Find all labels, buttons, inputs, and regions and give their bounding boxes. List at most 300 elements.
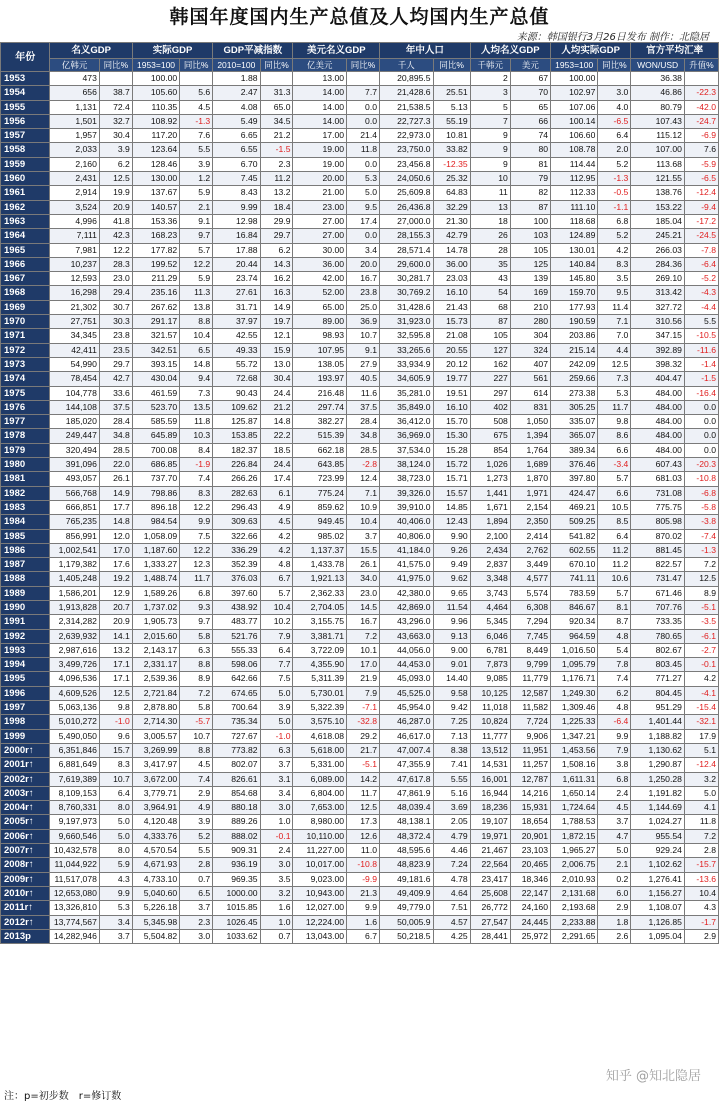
data-cell: 106.60 bbox=[551, 129, 598, 143]
data-cell: 87 bbox=[510, 200, 550, 214]
data-cell: 2 bbox=[470, 72, 510, 86]
data-cell: 35,849.0 bbox=[380, 400, 434, 414]
data-cell: 4.4 bbox=[598, 343, 631, 357]
data-cell: 1.6 bbox=[260, 901, 293, 915]
table-row bbox=[1, 300, 719, 314]
data-cell: 5,010,272 bbox=[50, 715, 99, 729]
data-cell: 13.00 bbox=[293, 72, 347, 86]
table-row bbox=[1, 829, 719, 843]
data-cell: 13.2 bbox=[99, 643, 132, 657]
data-cell: 46.86 bbox=[631, 86, 685, 100]
data-cell: 42.7 bbox=[99, 372, 132, 386]
data-cell: 1,921.13 bbox=[293, 572, 347, 586]
data-cell: 5.5 bbox=[180, 143, 213, 157]
data-cell: 3.5 bbox=[260, 872, 293, 886]
data-cell: -1.7 bbox=[684, 915, 718, 929]
data-cell: 18 bbox=[470, 214, 510, 228]
data-cell: 19,107 bbox=[470, 815, 510, 829]
data-cell: 473 bbox=[50, 72, 99, 86]
table-row bbox=[1, 357, 719, 371]
data-cell: 2,914 bbox=[50, 186, 99, 200]
data-cell: 3.9 bbox=[180, 815, 213, 829]
data-cell: 8.9 bbox=[684, 586, 718, 600]
data-cell: 5,322.39 bbox=[293, 701, 347, 715]
data-cell: 17.7 bbox=[99, 500, 132, 514]
data-cell: 376.46 bbox=[551, 458, 598, 472]
data-cell: 1,508.16 bbox=[551, 758, 598, 772]
data-cell: 3.4 bbox=[99, 915, 132, 929]
data-cell: 44,453.0 bbox=[380, 658, 434, 672]
data-cell: 11.7 bbox=[347, 786, 380, 800]
data-cell: 35,281.0 bbox=[380, 386, 434, 400]
data-cell: 14.78 bbox=[433, 243, 470, 257]
table-row bbox=[1, 729, 719, 743]
data-cell: 4,671.93 bbox=[132, 858, 179, 872]
data-cell: 7.4 bbox=[180, 472, 213, 486]
data-cell: 34,345 bbox=[50, 329, 99, 343]
data-cell: 9.65 bbox=[433, 586, 470, 600]
year-cell: 2013p bbox=[1, 929, 50, 943]
data-cell: 22.2 bbox=[260, 429, 293, 443]
data-cell: 9,660,546 bbox=[50, 829, 99, 843]
data-cell: 6.8 bbox=[598, 214, 631, 228]
data-cell: 6.7 bbox=[260, 572, 293, 586]
data-cell: 49,779.0 bbox=[380, 901, 434, 915]
data-cell: 5.3 bbox=[598, 386, 631, 400]
data-cell: 2,639,932 bbox=[50, 629, 99, 643]
table-row bbox=[1, 86, 719, 100]
table-row bbox=[1, 429, 719, 443]
data-cell: -9.9 bbox=[347, 872, 380, 886]
data-cell: 2,987,616 bbox=[50, 643, 99, 657]
data-cell: 29.4 bbox=[99, 286, 132, 300]
data-cell: 23.00 bbox=[293, 200, 347, 214]
data-cell: 8.38 bbox=[433, 743, 470, 757]
data-cell: 1,394 bbox=[510, 429, 550, 443]
data-cell: 138.76 bbox=[631, 186, 685, 200]
data-cell: 29,600.0 bbox=[380, 257, 434, 271]
data-cell: 12.2 bbox=[180, 543, 213, 557]
data-cell: 17.3 bbox=[347, 815, 380, 829]
data-cell: 12.5 bbox=[99, 686, 132, 700]
data-cell: 112.95 bbox=[551, 172, 598, 186]
data-cell: 392.89 bbox=[631, 343, 685, 357]
table-row bbox=[1, 586, 719, 600]
data-cell: 1,405,248 bbox=[50, 572, 99, 586]
year-cell: 1955 bbox=[1, 100, 50, 114]
data-cell: 6,804.00 bbox=[293, 786, 347, 800]
data-cell: 4,333.76 bbox=[132, 829, 179, 843]
data-cell: 1,488.74 bbox=[132, 572, 179, 586]
year-cell: 1967 bbox=[1, 272, 50, 286]
data-cell: 9,085 bbox=[470, 672, 510, 686]
data-cell: 2.05 bbox=[433, 815, 470, 829]
data-cell: 5.0 bbox=[684, 786, 718, 800]
data-cell: 5.5 bbox=[684, 315, 718, 329]
data-cell: 2.1 bbox=[598, 858, 631, 872]
data-cell: 9.49 bbox=[433, 558, 470, 572]
data-cell: 7.41 bbox=[433, 758, 470, 772]
data-cell: 4.57 bbox=[433, 915, 470, 929]
data-cell: 7.2 bbox=[684, 558, 718, 572]
data-cell: 49.33 bbox=[213, 343, 260, 357]
data-cell: 404.47 bbox=[631, 372, 685, 386]
data-cell bbox=[598, 72, 631, 86]
data-cell: 6.5 bbox=[180, 886, 213, 900]
data-cell: 4,733.10 bbox=[132, 872, 179, 886]
data-cell: -13.6 bbox=[684, 872, 718, 886]
data-cell: 2,193.68 bbox=[551, 901, 598, 915]
data-cell: 6.4 bbox=[99, 786, 132, 800]
data-cell: 48,039.4 bbox=[380, 801, 434, 815]
data-cell: 6,308 bbox=[510, 600, 550, 614]
data-cell: 5,063,136 bbox=[50, 701, 99, 715]
data-cell: 11.7 bbox=[598, 400, 631, 414]
data-cell: 985.02 bbox=[293, 529, 347, 543]
data-cell: 8.7 bbox=[598, 615, 631, 629]
data-cell: 11,227.00 bbox=[293, 844, 347, 858]
data-cell: 10,017.00 bbox=[293, 858, 347, 872]
data-cell: 327.72 bbox=[631, 300, 685, 314]
data-cell: 6.4 bbox=[598, 529, 631, 543]
data-cell: 50,218.5 bbox=[380, 929, 434, 943]
data-cell: 105 bbox=[510, 243, 550, 257]
data-cell: -4.4 bbox=[684, 300, 718, 314]
data-cell: 407 bbox=[510, 357, 550, 371]
data-cell: 40.5 bbox=[347, 372, 380, 386]
data-cell: 780.65 bbox=[631, 629, 685, 643]
data-cell: 16,298 bbox=[50, 286, 99, 300]
data-cell: 37,534.0 bbox=[380, 443, 434, 457]
year-cell: 1958 bbox=[1, 143, 50, 157]
data-cell: 7 bbox=[470, 114, 510, 128]
data-cell: 13,043.00 bbox=[293, 929, 347, 943]
data-cell: 284.36 bbox=[631, 257, 685, 271]
data-cell bbox=[260, 72, 293, 86]
data-cell: -1.3 bbox=[684, 543, 718, 557]
year-cell: 2007r↑ bbox=[1, 844, 50, 858]
data-cell: 2,362.33 bbox=[293, 586, 347, 600]
data-cell: 8.1 bbox=[598, 600, 631, 614]
data-cell: 856,991 bbox=[50, 529, 99, 543]
data-cell: 4.9 bbox=[260, 500, 293, 514]
data-cell: 3.0 bbox=[180, 929, 213, 943]
data-cell: 144,108 bbox=[50, 400, 99, 414]
data-cell: 1,309.46 bbox=[551, 701, 598, 715]
data-cell: 8.3 bbox=[598, 257, 631, 271]
data-cell: 40,406.0 bbox=[380, 515, 434, 529]
data-cell: 675 bbox=[470, 429, 510, 443]
data-cell: 140.57 bbox=[132, 200, 179, 214]
data-cell: 5,311.39 bbox=[293, 672, 347, 686]
data-cell: 3,743 bbox=[470, 586, 510, 600]
data-cell: 5.7 bbox=[180, 243, 213, 257]
data-cell: 1015.85 bbox=[213, 901, 260, 915]
data-cell: 20.55 bbox=[433, 343, 470, 357]
data-cell: 6.4 bbox=[260, 643, 293, 657]
data-cell: 9.96 bbox=[433, 615, 470, 629]
data-cell: 8.8 bbox=[180, 315, 213, 329]
sub-header: 1953=100 bbox=[551, 59, 598, 72]
data-cell: 3.7 bbox=[99, 929, 132, 943]
data-cell: 203.86 bbox=[551, 329, 598, 343]
year-cell: 1980 bbox=[1, 458, 50, 472]
data-cell: 397.60 bbox=[213, 586, 260, 600]
data-cell: 6.8 bbox=[598, 772, 631, 786]
data-cell: 28.3 bbox=[99, 257, 132, 271]
data-cell: 16.7 bbox=[347, 272, 380, 286]
data-cell: 2.1 bbox=[180, 200, 213, 214]
data-cell: 16.7 bbox=[347, 615, 380, 629]
data-cell: 12.43 bbox=[433, 515, 470, 529]
data-cell: 12.2 bbox=[180, 500, 213, 514]
data-cell: 1,894 bbox=[470, 515, 510, 529]
data-cell: 27.9 bbox=[347, 357, 380, 371]
data-cell: 5.0 bbox=[260, 686, 293, 700]
year-cell: 2010r↑ bbox=[1, 886, 50, 900]
data-cell: 245.21 bbox=[631, 229, 685, 243]
data-cell: 18,236 bbox=[470, 801, 510, 815]
data-cell: 15.9 bbox=[260, 343, 293, 357]
data-cell: 365.07 bbox=[551, 429, 598, 443]
data-cell: -1.0 bbox=[99, 715, 132, 729]
data-cell: -1.3 bbox=[180, 114, 213, 128]
data-cell: 28.4 bbox=[99, 415, 132, 429]
data-cell: 2.0 bbox=[598, 143, 631, 157]
data-cell: 1,179,382 bbox=[50, 558, 99, 572]
data-cell: 773.82 bbox=[213, 743, 260, 757]
data-cell: 4.2 bbox=[260, 543, 293, 557]
data-cell: 607.43 bbox=[631, 458, 685, 472]
data-cell: 0.0 bbox=[347, 100, 380, 114]
data-cell: 7.2 bbox=[684, 829, 718, 843]
data-cell: 297 bbox=[470, 386, 510, 400]
data-cell: -42.0 bbox=[684, 100, 718, 114]
data-cell: 969.35 bbox=[213, 872, 260, 886]
data-cell: 3,672.00 bbox=[132, 772, 179, 786]
data-cell: 3,524 bbox=[50, 200, 99, 214]
data-cell: 7,981 bbox=[50, 243, 99, 257]
data-cell: 2,539.36 bbox=[132, 672, 179, 686]
data-cell: 17.6 bbox=[99, 558, 132, 572]
data-cell: 5,574 bbox=[510, 586, 550, 600]
data-cell: 321.57 bbox=[132, 329, 179, 343]
data-cell: 3.0 bbox=[260, 801, 293, 815]
table-row bbox=[1, 129, 719, 143]
data-cell: 0.0 bbox=[684, 429, 718, 443]
data-cell: 5,618.00 bbox=[293, 743, 347, 757]
group-header: 官方平均汇率 bbox=[631, 43, 719, 59]
table-row bbox=[1, 343, 719, 357]
data-cell: 55.19 bbox=[433, 114, 470, 128]
data-cell: 111.10 bbox=[551, 200, 598, 214]
data-cell: 347.15 bbox=[631, 329, 685, 343]
data-cell: 0.0 bbox=[347, 157, 380, 171]
data-cell: 6.4 bbox=[598, 129, 631, 143]
data-cell: 3,499,726 bbox=[50, 658, 99, 672]
data-cell: 803.45 bbox=[631, 658, 685, 672]
data-cell: 9.7 bbox=[180, 229, 213, 243]
data-cell: 671.46 bbox=[631, 586, 685, 600]
data-cell: 2.9 bbox=[598, 901, 631, 915]
data-cell: 49,181.6 bbox=[380, 872, 434, 886]
data-cell: 1,126.85 bbox=[631, 915, 685, 929]
data-cell: 24,050.6 bbox=[380, 172, 434, 186]
data-cell: 585.59 bbox=[132, 415, 179, 429]
table-row bbox=[1, 629, 719, 643]
data-cell: 7.9 bbox=[347, 686, 380, 700]
data-cell: -15.7 bbox=[684, 858, 718, 872]
data-cell: 3.9 bbox=[99, 143, 132, 157]
data-cell: 125 bbox=[510, 257, 550, 271]
data-cell: 280 bbox=[510, 315, 550, 329]
data-cell: -6.9 bbox=[684, 129, 718, 143]
data-cell: 2.3 bbox=[180, 915, 213, 929]
data-cell: 30.3 bbox=[99, 315, 132, 329]
data-cell: 10,824 bbox=[470, 715, 510, 729]
data-cell: 2.8 bbox=[180, 858, 213, 872]
data-cell: 1,589.26 bbox=[132, 586, 179, 600]
gdp-table bbox=[0, 42, 719, 944]
data-cell: 493,057 bbox=[50, 472, 99, 486]
data-cell bbox=[180, 72, 213, 86]
table-row bbox=[1, 443, 719, 457]
data-cell: 4.9 bbox=[180, 801, 213, 815]
data-cell: 8.0 bbox=[99, 801, 132, 815]
data-cell: 17.4 bbox=[347, 214, 380, 228]
data-cell: 6.0 bbox=[598, 886, 631, 900]
data-cell: 11.2 bbox=[598, 558, 631, 572]
data-cell: 43,663.0 bbox=[380, 629, 434, 643]
data-cell: 162 bbox=[470, 357, 510, 371]
data-cell: 26.1 bbox=[347, 558, 380, 572]
data-cell: 9.8 bbox=[598, 415, 631, 429]
data-cell: 12.9 bbox=[99, 586, 132, 600]
data-cell: 15.73 bbox=[433, 315, 470, 329]
year-cell: 1990 bbox=[1, 600, 50, 614]
data-cell: 25.51 bbox=[433, 86, 470, 100]
year-cell: 1954 bbox=[1, 86, 50, 100]
data-cell: 124.89 bbox=[551, 229, 598, 243]
data-cell: 7.4 bbox=[180, 772, 213, 786]
data-cell: 1,276.41 bbox=[631, 872, 685, 886]
data-cell: 11.2 bbox=[260, 172, 293, 186]
data-cell: 14.8 bbox=[99, 515, 132, 529]
data-cell: -6.5 bbox=[598, 114, 631, 128]
data-cell: 42,411 bbox=[50, 343, 99, 357]
data-cell: 26,772 bbox=[470, 901, 510, 915]
data-cell: 4,464 bbox=[470, 600, 510, 614]
data-cell: 30,281.7 bbox=[380, 272, 434, 286]
data-cell: 190.59 bbox=[551, 315, 598, 329]
data-cell: 1.0 bbox=[260, 815, 293, 829]
data-cell: 880.18 bbox=[213, 801, 260, 815]
data-cell: 11,517,078 bbox=[50, 872, 99, 886]
data-cell: 14.3 bbox=[260, 257, 293, 271]
data-cell: 1,501 bbox=[50, 114, 99, 128]
data-cell: 4.5 bbox=[598, 801, 631, 815]
data-cell: 1,176.71 bbox=[551, 672, 598, 686]
data-cell: 8.8 bbox=[180, 743, 213, 757]
data-cell: 9.4 bbox=[180, 372, 213, 386]
data-cell: 0.0 bbox=[684, 400, 718, 414]
data-cell: 2.9 bbox=[684, 929, 718, 943]
data-cell: 3,348 bbox=[470, 572, 510, 586]
data-cell: 20.9 bbox=[99, 615, 132, 629]
data-cell: 269.10 bbox=[631, 272, 685, 286]
data-cell: -32.8 bbox=[347, 715, 380, 729]
year-cell: 1995 bbox=[1, 672, 50, 686]
data-cell: 2,704.05 bbox=[293, 600, 347, 614]
data-cell: 235.16 bbox=[132, 286, 179, 300]
data-cell: 1,102.62 bbox=[631, 858, 685, 872]
data-cell: 28,155.3 bbox=[380, 229, 434, 243]
data-cell: 266.03 bbox=[631, 243, 685, 257]
data-cell: 0.7 bbox=[180, 872, 213, 886]
table-row bbox=[1, 643, 719, 657]
data-cell: 3,449 bbox=[510, 558, 550, 572]
table-row bbox=[1, 600, 719, 614]
data-cell: 21,467 bbox=[470, 844, 510, 858]
data-cell: 11.2 bbox=[598, 543, 631, 557]
data-cell: 6.7 bbox=[347, 929, 380, 943]
data-cell bbox=[99, 72, 132, 86]
data-cell: 731.08 bbox=[631, 486, 685, 500]
data-cell: 3.0 bbox=[598, 86, 631, 100]
year-cell: 2003r↑ bbox=[1, 786, 50, 800]
data-cell: 18.5 bbox=[260, 443, 293, 457]
data-cell: -6.1 bbox=[684, 629, 718, 643]
data-cell: 7.45 bbox=[213, 172, 260, 186]
data-cell: 15.5 bbox=[347, 543, 380, 557]
data-cell: 10.4 bbox=[180, 329, 213, 343]
data-cell: 3.1 bbox=[260, 772, 293, 786]
data-cell: 13.0 bbox=[260, 357, 293, 371]
sub-header: 2010=100 bbox=[213, 59, 260, 72]
sub-header: 美元 bbox=[510, 59, 550, 72]
year-cell: 1968 bbox=[1, 286, 50, 300]
data-cell: 17.1 bbox=[99, 658, 132, 672]
data-cell: -0.1 bbox=[684, 658, 718, 672]
data-cell: 25,972 bbox=[510, 929, 550, 943]
data-cell: 1,050 bbox=[510, 415, 550, 429]
data-cell: 775.75 bbox=[631, 500, 685, 514]
data-cell: 3.7 bbox=[598, 815, 631, 829]
data-cell: 26 bbox=[470, 229, 510, 243]
data-cell: 2.3 bbox=[260, 157, 293, 171]
data-cell: 7,873 bbox=[470, 658, 510, 672]
data-cell: 33.82 bbox=[433, 143, 470, 157]
data-cell: 5.16 bbox=[433, 786, 470, 800]
data-cell: 469.21 bbox=[551, 500, 598, 514]
data-cell: 4.79 bbox=[433, 829, 470, 843]
year-cell: 1978 bbox=[1, 429, 50, 443]
data-cell: 1,433.78 bbox=[293, 558, 347, 572]
data-cell: 5.13 bbox=[433, 100, 470, 114]
data-cell: 955.54 bbox=[631, 829, 685, 843]
data-cell: 17.0 bbox=[347, 658, 380, 672]
data-cell: 54 bbox=[470, 286, 510, 300]
data-cell: 16.84 bbox=[213, 229, 260, 243]
data-cell: 509.25 bbox=[551, 515, 598, 529]
data-cell: 8.8 bbox=[180, 658, 213, 672]
data-cell: 7.9 bbox=[598, 743, 631, 757]
year-cell: 1993 bbox=[1, 643, 50, 657]
data-cell: 10,237 bbox=[50, 257, 99, 271]
data-cell: 4.1 bbox=[684, 801, 718, 815]
table-row bbox=[1, 815, 719, 829]
data-cell: 7.2 bbox=[180, 686, 213, 700]
